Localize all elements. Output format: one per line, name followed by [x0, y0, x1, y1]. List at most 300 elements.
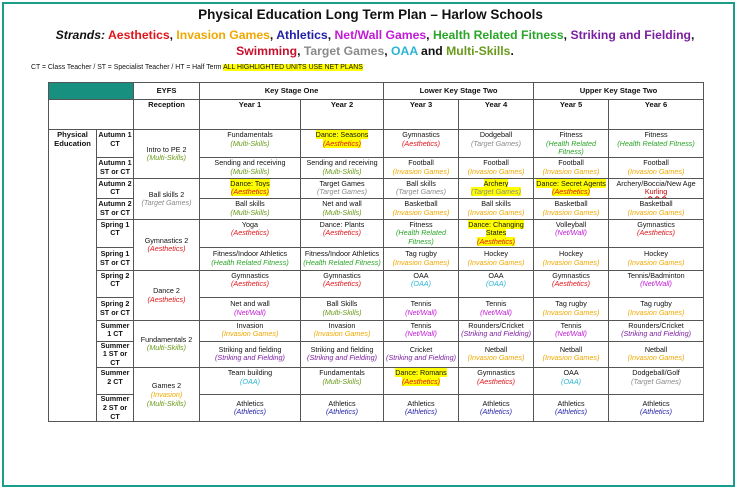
unit-cell: [534, 395, 609, 422]
unit-strand-text: (Net/Wall): [405, 329, 437, 339]
reception-title: Fundamentals 2: [140, 334, 193, 344]
unit-strand-text: (Multi-Skills): [322, 307, 362, 317]
strand-aesthetics: Aesthetics: [108, 28, 170, 42]
unit-strand-text: (Invasion Games): [313, 329, 371, 339]
unit-cell: [534, 320, 609, 341]
subject-cell: Physical Education: [49, 130, 97, 422]
unit-cell: [200, 320, 301, 341]
unit-strand-text: (Aesthetics): [402, 376, 440, 386]
unit-title-text: Sending and receiving: [214, 158, 286, 168]
unit-cell: [384, 219, 459, 247]
unit-cell: [384, 130, 459, 158]
unit-strand-text: (Invasion Games): [542, 307, 600, 317]
unit-cell: [534, 297, 609, 320]
header-key-stage-one: Key Stage One: [200, 83, 384, 100]
strands-list: [108, 28, 694, 58]
unit-strand-text: (Multi-Skills): [230, 166, 270, 176]
unit-strand-text: (Striking and Fielding): [215, 353, 285, 363]
unit-title-text: Gymnastics: [402, 130, 440, 139]
strand-striking-and-fielding: Striking and Fielding: [570, 28, 691, 42]
unit-strand-text: (Invasion Games): [627, 353, 685, 363]
strand-target-games: Target Games: [303, 44, 385, 58]
unit-strand-text: (Invasion Games): [467, 257, 525, 267]
unit-strand-text: (Aesthetics): [323, 279, 361, 289]
unit-cell: [609, 270, 704, 297]
unit-strand-text: (Aesthetics): [231, 187, 269, 197]
unit-title-text: Fitness/Indoor Athletics: [304, 248, 380, 258]
unit-title-text: Ball skills: [406, 178, 436, 188]
unit-strand: [302, 168, 382, 177]
unit-cell: [459, 247, 534, 270]
unit-cell: [609, 157, 704, 178]
key-text: CT = Class Teacher / ST = Specialist Teacher / HT = Half Term: [31, 64, 224, 71]
unit-strand: [460, 354, 532, 363]
unit-cell: [384, 320, 459, 341]
unit-cell: [200, 198, 301, 219]
unit-strand-text: (Athletics): [405, 407, 437, 417]
unit-cell: [200, 247, 301, 270]
strand-athletics: Athletics: [276, 28, 328, 42]
unit-strand: [201, 309, 299, 318]
unit-strand: [610, 168, 702, 177]
unit-cell: [301, 297, 384, 320]
unit-title-text: Team building: [227, 368, 273, 378]
unit-strand: [535, 188, 607, 197]
unit-cell: [200, 341, 301, 368]
page-title: Physical Education Long Term Plan – Harlow Schools: [198, 7, 543, 22]
unit-cell: [200, 368, 301, 395]
unit-strand-text: (Net/Wall): [555, 228, 587, 238]
unit-title-text: Yoga: [241, 219, 259, 229]
unit-strand: [385, 168, 457, 177]
unit-title-text: Athletics: [642, 398, 670, 408]
unit-strand: [535, 209, 607, 218]
strand-separator: ,: [297, 44, 304, 58]
unit-strand-text: (Aesthetics): [477, 376, 515, 386]
unit-title-text: Archery/Boccia/New Age: [616, 178, 696, 188]
unit-strand-text: (Invasion Games): [392, 207, 450, 217]
table-row: [49, 320, 704, 341]
unit-title-text: Tag rugby: [640, 298, 672, 308]
unit-cell: [609, 368, 704, 395]
unit-strand: [201, 354, 299, 363]
unit-strand-text: (Invasion Games): [627, 307, 685, 317]
unit-cell: [609, 341, 704, 368]
strand-separator: ,: [169, 28, 177, 42]
unit-cell: [609, 219, 704, 247]
reception-strand: (Multi-Skills): [146, 153, 187, 163]
unit-strand-text: (Target Games): [316, 187, 368, 197]
unit-title-text: Fundamentals: [319, 368, 365, 378]
unit-strand: [460, 238, 532, 247]
unit-cell: [609, 247, 704, 270]
unit-strand-text: (Aesthetics): [637, 228, 675, 238]
unit-strand: [201, 209, 299, 218]
unit-strand-text: (Aesthetics): [323, 138, 361, 148]
unit-strand: [535, 168, 607, 177]
header-lower-key-stage-two: Lower Key Stage Two: [384, 83, 534, 100]
unit-strand: [385, 378, 457, 387]
strand-separator: ,: [426, 28, 433, 42]
unit-cell: [534, 270, 609, 297]
unit-strand: [535, 259, 607, 268]
unit-strand-text: (Health Related Fitness): [396, 228, 446, 246]
unit-strand-text: (Aesthetics): [477, 236, 515, 246]
unit-strand: [460, 330, 532, 339]
unit-strand-text: (Target Games): [395, 187, 447, 197]
unit-strand: [535, 408, 607, 417]
unit-strand: [535, 140, 607, 157]
unit-strand: [610, 229, 702, 238]
unit-cell: [459, 219, 534, 247]
unit-strand-text: (Net/Wall): [480, 307, 512, 317]
unit-strand-text: (Multi-Skills): [230, 138, 270, 148]
term-cell: Spring 2 CT: [97, 270, 134, 297]
unit-cell: [301, 130, 384, 158]
unit-strand: [385, 309, 457, 318]
unit-cell: [384, 395, 459, 422]
unit-strand: [201, 378, 299, 387]
reception-title: Ball skills 2: [148, 189, 185, 199]
unit-title-text: OAA: [488, 270, 504, 280]
unit-cell: [459, 130, 534, 158]
unit-strand-text: (Invasion Games): [392, 257, 450, 267]
term-cell: Summer 2 ST or CT: [97, 395, 134, 422]
unit-title-text: Dance: Secret Agents: [536, 178, 606, 188]
unit-strand: [460, 209, 532, 218]
unit-title-text: Dance: Changing States: [468, 219, 524, 238]
unit-strand: [610, 354, 702, 363]
unit-cell: [384, 368, 459, 395]
unit-title-text: Tag rugby: [555, 298, 587, 308]
unit-title-text: Net and wall: [230, 298, 270, 308]
unit-strand-text: (Invasion Games): [542, 257, 600, 267]
unit-title-text: Athletics: [407, 398, 435, 408]
unit-title-text: Athletics: [236, 398, 264, 408]
unit-strand-text: (Invasion Games): [542, 166, 600, 176]
unit-title-text: Dodgeball: [479, 130, 513, 139]
unit-strand: [610, 309, 702, 318]
unit-cell: [534, 157, 609, 178]
unit-strand: [535, 354, 607, 363]
unit-cell: [609, 198, 704, 219]
unit-title-text: Archery: [483, 178, 509, 188]
unit-title-text: Tennis/Badminton: [627, 270, 685, 280]
unit-title-text: Gymnastics: [552, 270, 590, 280]
unit-strand-text: (Net/Wall): [555, 329, 587, 339]
header-row-stages: [49, 83, 704, 100]
unit-strand: [460, 140, 532, 149]
unit-cell: [459, 297, 534, 320]
header-year-4: Year 4: [459, 100, 534, 130]
unit-strand-text: (Health Related Fitness): [211, 257, 289, 267]
strand-net-wall-games: Net/Wall Games: [334, 28, 427, 42]
header-corner: [49, 83, 134, 100]
unit-cell: [301, 320, 384, 341]
unit-strand: [610, 140, 702, 149]
unit-title-text: Striking and fielding: [310, 344, 374, 354]
unit-strand-text: (Invasion Games): [467, 166, 525, 176]
key-line: [31, 64, 363, 71]
unit-cell: [200, 297, 301, 320]
unit-strand-text: (Target Games): [470, 138, 522, 148]
unit-strand: [302, 354, 382, 363]
header-eyfs: EYFS: [134, 83, 200, 100]
unit-title-text: Netball: [559, 344, 583, 354]
unit-title-text: Football: [558, 158, 584, 168]
unit-strand: [535, 309, 607, 318]
unit-strand: [201, 259, 299, 268]
strand-separator: ,: [563, 28, 571, 42]
unit-strand: [302, 209, 382, 218]
table-row: [49, 270, 704, 297]
reception-title: Intro to PE 2: [146, 144, 187, 154]
unit-cell: [609, 130, 704, 158]
unit-strand-text: (Invasion Games): [627, 166, 685, 176]
reception-cell: [134, 320, 200, 368]
unit-strand: [385, 408, 457, 417]
unit-strand: [385, 209, 457, 218]
strand-invasion-games: Invasion Games: [176, 28, 270, 42]
unit-strand: [535, 229, 607, 238]
unit-strand: [460, 408, 532, 417]
unit-cell: [384, 341, 459, 368]
term-cell: Autumn 2 CT: [98, 178, 132, 197]
strand-separator: ,: [690, 28, 695, 42]
unit-cell: [459, 157, 534, 178]
unit-strand: [201, 140, 299, 149]
unit-title-text: OAA: [413, 270, 429, 280]
unit-strand: [460, 280, 532, 289]
unit-strand-text: (Multi-Skills): [230, 207, 270, 217]
unit-strand: [302, 259, 382, 268]
strand-separator: ,: [327, 28, 335, 42]
unit-strand-text: (Health Related Fitness): [617, 138, 695, 148]
term-cell: Spring 2 ST or CT: [97, 297, 134, 320]
unit-strand: [385, 280, 457, 289]
header-year-3: Year 3: [384, 100, 459, 130]
key-highlight: ALL HIGHLIGHTED UNITS USE NET PLANS: [223, 64, 363, 71]
reception-title: Gymnastics 2: [144, 235, 189, 245]
unit-title-text: Gymnastics: [323, 270, 361, 280]
unit-cell: [534, 178, 609, 198]
unit-cell: [301, 368, 384, 395]
unit-strand-text: (Striking and Fielding): [621, 329, 691, 339]
unit-title-text: Basketball: [404, 199, 438, 209]
unit-title-text: Netball: [644, 344, 668, 354]
unit-cell: [384, 178, 459, 198]
unit-title-text: Fitness: [644, 130, 668, 139]
unit-title-text: Invasion: [236, 320, 264, 330]
unit-title-text: Football: [483, 158, 509, 168]
unit-strand-text: (Athletics): [326, 407, 358, 417]
unit-cell: [459, 395, 534, 422]
unit-title-text: Basketball: [639, 199, 673, 209]
unit-cell: [459, 320, 534, 341]
unit-cell: [384, 198, 459, 219]
unit-strand-text: (Multi-Skills): [322, 376, 362, 386]
unit-cell: [301, 157, 384, 178]
table-row: [49, 130, 704, 158]
unit-strand-text: (Invasion Games): [542, 353, 600, 363]
header-year-1: Year 1: [200, 100, 301, 130]
unit-strand: [201, 168, 299, 177]
unit-cell: [459, 270, 534, 297]
strand-separator: ,: [269, 28, 277, 42]
header-row-years: [49, 100, 704, 130]
unit-cell: [301, 178, 384, 198]
unit-cell: [384, 157, 459, 178]
unit-strand: [385, 330, 457, 339]
plan-table: [48, 82, 704, 422]
unit-title-text: Dance: Plants: [319, 219, 365, 229]
unit-title-text: Tennis: [560, 320, 582, 330]
reception-strand: (Target Games): [141, 198, 192, 208]
unit-strand: [460, 259, 532, 268]
unit-cell: [301, 247, 384, 270]
unit-title-text: Fundamentals: [227, 130, 273, 139]
unit-cell: [609, 297, 704, 320]
unit-title-text: Cricket: [409, 344, 433, 354]
unit-strand: [460, 188, 532, 197]
unit-strand: [302, 188, 382, 197]
unit-strand-text: (Net/Wall): [234, 307, 266, 317]
unit-strand: [201, 280, 299, 289]
unit-strand: [610, 330, 702, 339]
unit-strand: [201, 188, 299, 197]
unit-title-text: Gymnastics: [637, 219, 675, 229]
unit-strand-text: (OAA): [561, 376, 582, 386]
term-cell: Summer 2 CT: [97, 368, 134, 395]
unit-strand-text: (Target Games): [470, 187, 522, 197]
unit-cell: [301, 270, 384, 297]
unit-cell: [200, 219, 301, 247]
unit-title-text: Ball skills: [235, 199, 265, 209]
unit-strand-text: (Health Related Fitness): [546, 138, 596, 157]
unit-title-text: Dance: Seasons: [315, 130, 369, 139]
unit-title-text: Dodgeball/Golf: [632, 368, 680, 378]
term-cell: Autumn 1 ST or CT: [97, 157, 134, 178]
unit-strand: [385, 140, 457, 149]
unit-cell: [301, 395, 384, 422]
strand-swimming: Swimming: [236, 44, 298, 58]
unit-title-text: Fitness/Indoor Athletics: [212, 248, 288, 258]
unit-strand-text: (Athletics): [480, 407, 512, 417]
unit-cell: [200, 157, 301, 178]
unit-strand: [535, 280, 607, 289]
unit-cell: [609, 395, 704, 422]
unit-strand: [385, 354, 457, 363]
unit-title-text: Tennis: [410, 298, 432, 308]
unit-title-text: Dance: Toys: [230, 178, 270, 188]
reception-cell: [134, 219, 200, 270]
unit-cell: [609, 320, 704, 341]
unit-cell: [534, 219, 609, 247]
unit-title: [460, 221, 532, 238]
unit-cell: [459, 198, 534, 219]
unit-title-text: Tag rugby: [405, 248, 437, 258]
unit-strand-text: (Striking and Fielding): [461, 329, 531, 339]
unit-cell: [301, 198, 384, 219]
unit-strand-text: (OAA): [411, 279, 431, 289]
unit-cell: [384, 247, 459, 270]
header-year-5: Year 5: [534, 100, 609, 130]
unit-strand-text: (Aesthetics): [231, 279, 269, 289]
unit-title-text: Hockey: [644, 248, 669, 258]
term-cell: Spring 1 ST or CT: [97, 247, 134, 270]
unit-cell: [200, 270, 301, 297]
unit-strand-text: (OAA): [486, 279, 506, 289]
unit-title-text: Striking and fielding: [218, 344, 282, 354]
unit-title-text: Target Games: [319, 178, 365, 188]
unit-strand: [610, 280, 702, 289]
unit-strand-text: (Multi-Skills): [322, 207, 362, 217]
unit-title-text: Sending and receiving: [306, 158, 378, 168]
unit-strand: [302, 309, 382, 318]
unit-strand: [201, 229, 299, 238]
strand-separator: and: [417, 44, 447, 58]
unit-title-text: Tennis: [410, 320, 432, 330]
reception-cell: [134, 130, 200, 179]
strands-label: Strands:: [55, 28, 106, 42]
unit-title-text: Dance: Romans: [395, 368, 447, 378]
unit-title-text: Ball Skills: [326, 298, 358, 308]
unit-strand: [302, 408, 382, 417]
unit-cell: [384, 270, 459, 297]
unit-title-text: Net and wall: [322, 199, 362, 209]
unit-title-text: Rounders/Cricket: [628, 320, 684, 330]
reception-cell: [134, 178, 200, 219]
unit-strand-text: (Multi-Skills): [322, 166, 362, 176]
unit-title-text: Athletics: [328, 398, 356, 408]
unit-strand: [302, 229, 382, 238]
unit-strand-text: (Aesthetics): [552, 279, 590, 289]
unit-strand: [460, 378, 532, 387]
unit-cell: [200, 395, 301, 422]
unit-strand: [385, 229, 457, 246]
unit-title-text: Football: [643, 158, 669, 168]
unit-strand: [201, 408, 299, 417]
unit-cell: [534, 130, 609, 158]
term-cell: Autumn 2 ST or CT: [97, 198, 134, 219]
unit-title-text: Gymnastics: [231, 270, 269, 280]
unit-cell: [534, 368, 609, 395]
reception-strand: (Invasion): [150, 389, 183, 399]
unit-cell: [200, 130, 301, 158]
term-cell: Summer 1 ST or CT: [97, 341, 134, 368]
unit-cell: [200, 178, 301, 198]
strand-multi-skills: Multi-Skills: [446, 44, 511, 58]
unit-strand-text: (Invasion Games): [221, 329, 279, 339]
unit-strand-text: (Target Games): [631, 376, 682, 386]
unit-strand: [201, 330, 299, 339]
header-upper-key-stage-two: Upper Key Stage Two: [534, 83, 704, 100]
unit-strand-text: (Invasion Games): [627, 207, 685, 217]
unit-cell: [534, 198, 609, 219]
unit-strand: [460, 309, 532, 318]
table-row: [49, 219, 704, 247]
unit-cell: [301, 219, 384, 247]
unit-cell: [459, 368, 534, 395]
unit-title-text: Hockey: [484, 248, 508, 258]
unit-strand-text: (Athletics): [234, 407, 266, 417]
term-cell: Autumn 1 CT: [97, 130, 134, 158]
unit-title-text: OAA: [563, 368, 579, 378]
unit-strand-text: (Aesthetics): [552, 187, 590, 197]
unit-strand: [302, 280, 382, 289]
unit-title-text: Athletics: [557, 398, 585, 408]
unit-strand: [385, 259, 457, 268]
